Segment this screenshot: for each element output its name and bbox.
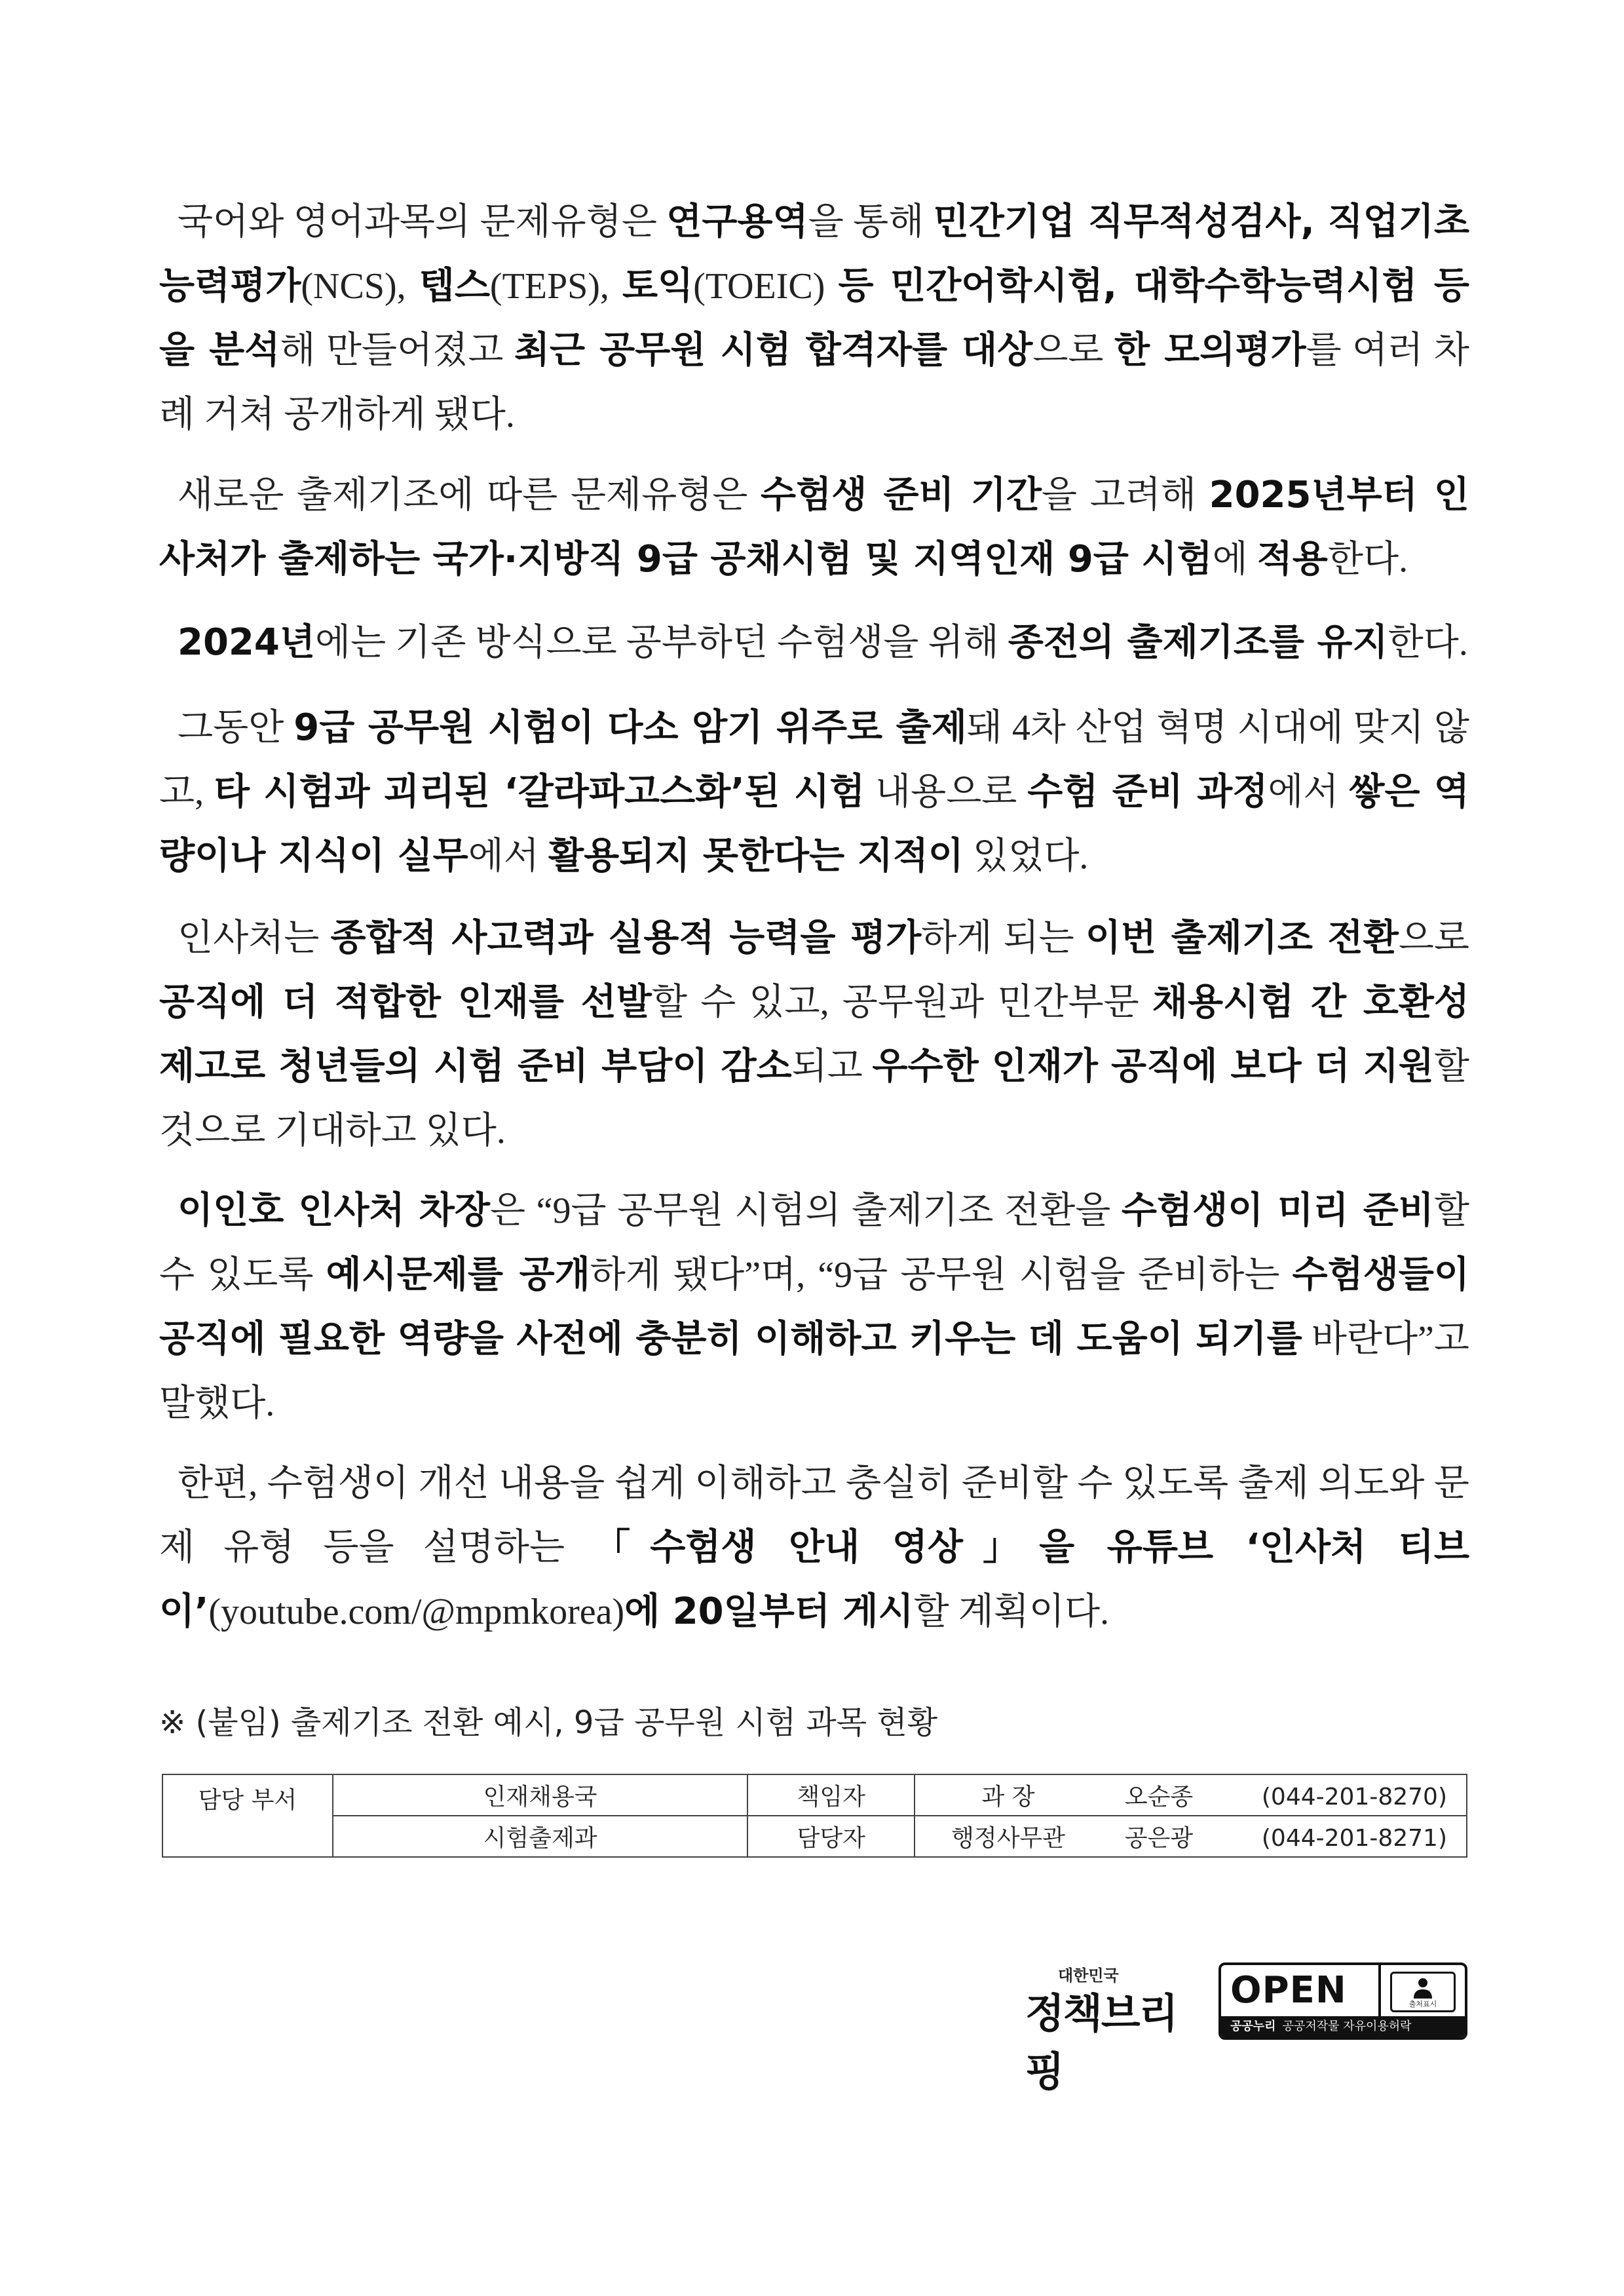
position-title: 행정사무관 xyxy=(951,1825,1065,1852)
kogl-brand: 공공누리 xyxy=(1230,2019,1276,2033)
text-bold: 적용 xyxy=(1256,538,1328,581)
contact-table xyxy=(162,1774,1467,1858)
text-bold: 에 xyxy=(624,1590,673,1633)
text-span: 내용으로 xyxy=(865,772,1028,813)
text-bold: 텝스 xyxy=(419,265,490,307)
kogl-description: 공공저작물 자유이용허락 xyxy=(1282,2019,1412,2033)
text-span: 에는 기존 방식으로 공부하던 수험생을 위해 xyxy=(314,622,1008,663)
text-span: 할 수 있도록 xyxy=(159,1191,1470,1295)
text-bold: 수험생 준비 기간 xyxy=(761,474,1042,516)
role-label: 책임자 xyxy=(797,1784,865,1810)
phone-number: (044-201-8270) xyxy=(1261,1784,1448,1810)
person-icon xyxy=(1390,1972,1456,2012)
dept-cell xyxy=(333,1816,748,1857)
text-span: 할 것으로 기대하고 있다. xyxy=(159,1046,1469,1151)
text-bold: 우수한 인재가 공직에 보다 더 지원 xyxy=(872,1045,1434,1088)
text-span: 할 계획이다. xyxy=(913,1592,1110,1632)
text-span: 에서 xyxy=(1268,772,1350,813)
text-bold: 타 시험과 괴리된 ‘갈라파고스화’된 시험 xyxy=(214,771,865,813)
paragraph-5 xyxy=(159,906,1469,1163)
dept-label: 담당 부서 xyxy=(198,1787,297,1814)
attribution-caption: 출처표시 xyxy=(1408,2000,1437,2008)
text-bold: 2025년부터 인사처가 출제하는 국가·지방직 9급 공채시험 및 지역인재 9급 시험 xyxy=(159,474,1470,581)
text-span: 에 xyxy=(1212,539,1257,580)
logo-big-text: 정책브리핑 xyxy=(1025,1989,1177,2095)
dept-name: 시험출제과 xyxy=(483,1825,597,1852)
attachment-note: ※ (붙임) 출제기조 전환 예시, 9급 공무원 시험 과목 현황 xyxy=(159,1704,938,1741)
table-row xyxy=(162,1816,1467,1857)
text-bold: 쌓은 역량이나 지식이 실무 xyxy=(159,771,1469,877)
text-span: 를 여러 차례 거쳐 공개하게 됐다. xyxy=(159,330,1470,435)
text-span: 하게 되는 xyxy=(921,918,1086,959)
text-span: 한다. xyxy=(1388,622,1468,663)
text-bold: 종합적 사고력과 실용적 능력을 평가 xyxy=(330,917,922,959)
text-bold: 수험생이 미리 준비 xyxy=(1121,1189,1434,1232)
paragraph-4 xyxy=(159,696,1469,889)
position-title: 과 장 xyxy=(981,1784,1035,1810)
contact-cell xyxy=(915,1816,1467,1857)
text-span: 있었다. xyxy=(964,836,1089,877)
text-bold: 채용시험 간 호환성 제고로 청년들의 시험 준비 부담이 감소 xyxy=(159,981,1470,1088)
text-span: 한다. xyxy=(1327,539,1408,580)
text-span: (NCS), xyxy=(301,266,419,307)
paragraph-3 xyxy=(159,611,1469,675)
role-cell xyxy=(747,1816,915,1857)
table-row xyxy=(162,1774,1467,1816)
text-span: 해 만들어졌고 xyxy=(280,330,514,371)
text-span: 하게 됐다”며, “9급 공무원 시험을 준비하는 xyxy=(590,1255,1293,1295)
paragraph-2 xyxy=(159,463,1469,592)
phone-number: (044-201-8271) xyxy=(1261,1825,1448,1852)
text-bold: 최근 공무원 시험 합격자를 대상 xyxy=(514,329,1033,372)
paragraph-1 xyxy=(159,190,1469,447)
logo-divider xyxy=(1378,1965,1381,2018)
text-span: 을 고려해 xyxy=(1041,475,1209,516)
text-span: 에서 xyxy=(468,836,548,877)
text-bold: 2024년 xyxy=(178,621,315,664)
person-name: 공은광 xyxy=(1124,1825,1194,1852)
text-bold: 이번 출제기조 전환 xyxy=(1085,917,1399,959)
text-bold: 20일부터 게시 xyxy=(672,1590,914,1633)
text-span: 으로 xyxy=(1032,330,1115,371)
policy-briefing-logo xyxy=(1025,1962,1209,2095)
open-logo-text: OPEN xyxy=(1230,1969,1347,2012)
text-bold: 9급 공무원 시험이 다소 암기 위주로 출제 xyxy=(293,706,967,749)
text-bold: 한 모의평가 xyxy=(1114,329,1306,372)
text-span: (TOEIC) xyxy=(693,266,839,307)
text-bold: 종전의 출제기조를 유지 xyxy=(1008,621,1388,664)
text-span: (youtube.com/@mpmkorea) xyxy=(208,1592,625,1632)
role-cell xyxy=(747,1774,915,1816)
logo-small-text: 대한민국 xyxy=(1058,1966,1119,1985)
text-span: 국어와 영어과목의 문제유형은 xyxy=(178,202,667,242)
text-span: 새로운 출제기조에 따른 문제유형은 xyxy=(178,475,761,516)
text-bold: 예시문제를 공개 xyxy=(326,1253,590,1296)
text-span: 을 통해 xyxy=(808,202,934,242)
text-bold: 공직에 더 적합한 인재를 선발 xyxy=(159,981,652,1024)
text-bold: 민간기업 직무적성검사, 직업기초능력평가 xyxy=(159,201,1469,307)
text-span: 인사처는 xyxy=(178,918,331,959)
text-span: 되고 xyxy=(791,1046,873,1087)
text-bold: 활용되지 못한다는 지적이 xyxy=(548,835,964,877)
text-span: 은 “9급 공무원 시험의 출제기조 전환을 xyxy=(489,1191,1122,1231)
paragraph-7 xyxy=(159,1451,1469,1644)
dept-label-cell xyxy=(162,1774,333,1857)
text-bold: 등 민간어학시험, 대학수학능력시험 등을 분석 xyxy=(159,265,1470,372)
kogl-footer xyxy=(1221,2016,1465,2037)
text-span: (TEPS), xyxy=(489,266,623,307)
text-span: 바란다”고 말했다. xyxy=(159,1319,1469,1424)
text-bold: 이인호 인사처 차장 xyxy=(178,1189,490,1232)
text-span: 그동안 xyxy=(178,708,294,748)
text-bold: 「수험생 안내 영상」을 유튜브 ‘인사처 티브이’ xyxy=(159,1526,1469,1633)
text-span: 할 수 있고, 공무원과 민간부문 xyxy=(651,982,1152,1023)
text-bold: 수험생들이 공직에 필요한 역량을 사전에 충분히 이해하고 키우는 데 도움이 되기를 xyxy=(159,1253,1469,1360)
dept-name: 인재채용국 xyxy=(483,1784,597,1810)
paragraph-6 xyxy=(159,1179,1469,1436)
text-bold: 연구용역 xyxy=(666,201,808,243)
contact-cell xyxy=(915,1774,1467,1816)
text-span: 돼 4차 산업 혁명 시대에 맞지 않고, xyxy=(159,708,1469,813)
text-span: 한편, 수험생이 개선 내용을 쉽게 이해하고 충실히 준비할 수 있도록 출제 의도와 문제 유형 등을 설명하는 xyxy=(159,1463,1469,1568)
text-bold: 토익 xyxy=(622,265,694,307)
dept-cell xyxy=(333,1774,748,1816)
person-name: 오순종 xyxy=(1124,1784,1194,1810)
text-span: 으로 xyxy=(1398,918,1470,959)
text-bold: 수험 준비 과정 xyxy=(1027,771,1268,813)
kogl-open-logo xyxy=(1218,1962,1467,2040)
role-label: 담당자 xyxy=(797,1825,865,1852)
